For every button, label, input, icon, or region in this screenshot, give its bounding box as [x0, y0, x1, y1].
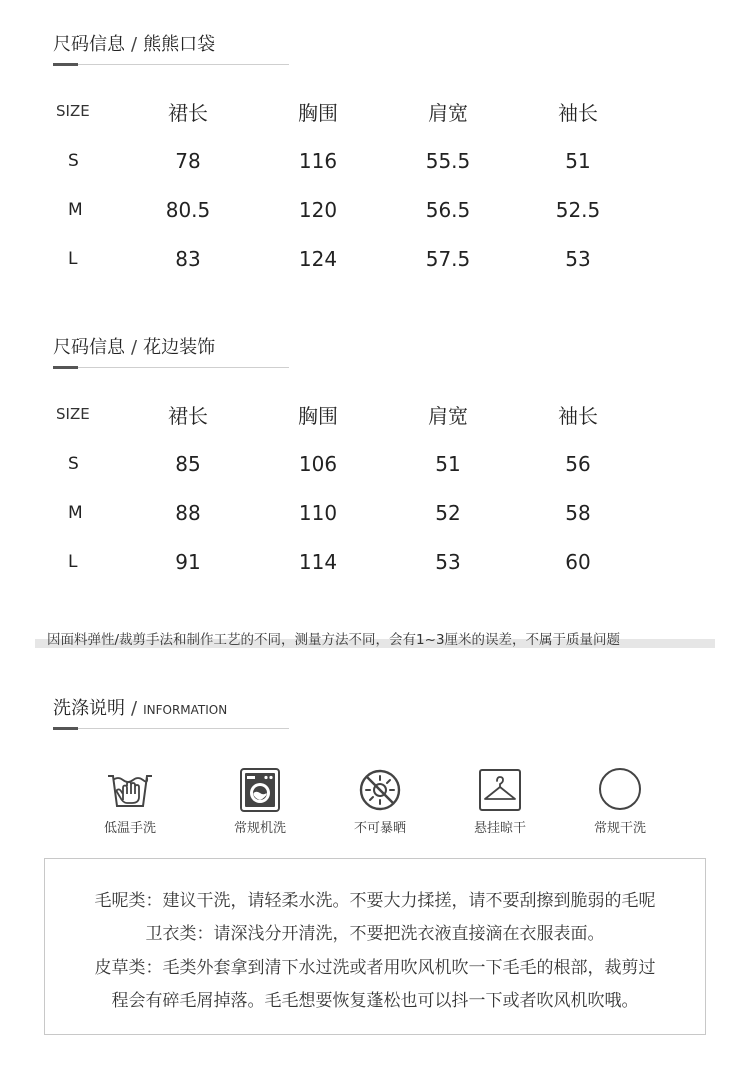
cell-value: 53	[435, 549, 461, 574]
cell-value: 60	[565, 549, 591, 574]
section-subtitle: 熊熊口袋	[143, 34, 216, 55]
cell-size: M	[68, 199, 83, 220]
header-rule-accent	[53, 63, 78, 66]
care-label: 低温手洗	[103, 821, 156, 836]
header-rule	[53, 64, 289, 65]
size-table-2	[40, 389, 643, 586]
section-subtitle: 花边装饰	[143, 337, 216, 358]
cell-value: 124	[298, 246, 338, 271]
size-table-1	[40, 86, 643, 283]
cell-size: L	[68, 551, 78, 572]
col-sleeve: 袖长	[558, 100, 598, 125]
col-chest: 胸围	[298, 100, 338, 125]
cell-value: 55.5	[425, 148, 471, 173]
section-subtitle: INFORMATION	[143, 703, 228, 717]
section-title-text: 洗涤说明	[53, 698, 125, 719]
cell-value: 120	[298, 197, 338, 222]
cell-value: 51	[565, 148, 591, 173]
hang-dry-icon	[476, 766, 524, 814]
header-rule-accent	[53, 727, 78, 730]
no-sun-icon	[356, 766, 404, 814]
table-header-row	[40, 86, 643, 136]
cell-value: 91	[175, 549, 201, 574]
care-item-hang-dry	[440, 766, 560, 836]
care-item-hand-wash	[70, 766, 190, 836]
care-label: 不可暴晒	[353, 821, 406, 836]
care-label: 悬挂晾干	[473, 821, 526, 836]
cell-value: 58	[565, 500, 591, 525]
cell-value: 53	[565, 246, 591, 271]
title-slash: /	[131, 337, 138, 358]
care-label: 常规机洗	[233, 821, 286, 836]
col-size: SIZE	[56, 102, 90, 120]
cell-size: S	[68, 150, 79, 171]
cell-value: 51	[435, 451, 461, 476]
cell-value: 85	[175, 451, 201, 476]
section-title	[53, 697, 289, 722]
header-rule-accent	[53, 366, 78, 369]
col-chest: 胸围	[298, 403, 338, 428]
col-length: 裙长	[168, 403, 208, 428]
size-info-header-1	[53, 33, 289, 57]
col-size: SIZE	[56, 405, 90, 423]
table-row	[40, 439, 643, 488]
header-rule	[53, 728, 289, 729]
care-line-fur-cont: 程会有碎毛屑掉落。毛毛想要恢复蓬松也可以抖一下或者吹风机吹哦。	[111, 991, 639, 1011]
care-item-dry-clean	[560, 766, 680, 836]
cell-value: 52	[435, 500, 461, 525]
care-line-hoodie: 卫衣类：请深浅分开清洗，不要把洗衣液直接滴在衣服表面。	[145, 924, 605, 944]
care-icons	[40, 766, 710, 841]
cell-value: 116	[298, 148, 338, 173]
cell-value: 114	[298, 549, 338, 574]
section-title	[53, 336, 289, 360]
table-header-row	[40, 389, 643, 439]
cell-value: 52.5	[555, 197, 601, 222]
section-title-text: 尺码信息	[53, 337, 125, 358]
cell-value: 56.5	[425, 197, 471, 222]
hand-wash-icon	[106, 766, 154, 814]
cell-value: 83	[175, 246, 201, 271]
cell-size: S	[68, 453, 79, 474]
col-length: 裙长	[168, 100, 208, 125]
size-info-header-2	[53, 336, 289, 360]
section-title-text: 尺码信息	[53, 34, 125, 55]
col-shoulder: 肩宽	[428, 403, 468, 428]
col-shoulder: 肩宽	[428, 100, 468, 125]
cell-size: L	[68, 248, 78, 269]
cell-value: 78	[175, 148, 201, 173]
cell-value: 56	[565, 451, 591, 476]
cell-value: 57.5	[425, 246, 471, 271]
cell-value: 110	[298, 500, 338, 525]
table-row	[40, 488, 643, 537]
table-row	[40, 185, 643, 234]
care-line-wool: 毛呢类：建议干洗，请轻柔水洗。不要大力揉搓，请不要刮擦到脆弱的毛呢	[94, 891, 656, 911]
cell-value: 88	[175, 500, 201, 525]
col-sleeve: 袖长	[558, 403, 598, 428]
title-slash: /	[131, 698, 138, 719]
note-text: 因面料弹性/裁剪手法和制作工艺的不同，测量方法不同，会有1~3厘米的误差，不属于质量问题	[47, 632, 621, 648]
cell-value: 106	[298, 451, 338, 476]
cell-value: 80.5	[165, 197, 211, 222]
machine-wash-icon	[236, 766, 284, 814]
care-info-header	[53, 697, 289, 722]
table-row	[40, 234, 643, 283]
care-label: 常规干洗	[593, 821, 646, 836]
section-title	[53, 33, 289, 57]
care-instructions-box	[44, 858, 706, 1035]
table-row	[40, 537, 643, 586]
care-line-fur: 皮草类：毛类外套拿到清下水过洗或者用吹风机吹一下毛毛的根部，裁剪过	[94, 958, 656, 978]
table-row	[40, 136, 643, 185]
care-item-no-sun	[320, 766, 440, 836]
title-slash: /	[131, 34, 138, 55]
dry-clean-icon	[596, 766, 644, 814]
tolerance-note	[35, 626, 715, 648]
header-rule	[53, 367, 289, 368]
care-item-machine-wash	[200, 766, 320, 836]
cell-size: M	[68, 502, 83, 523]
